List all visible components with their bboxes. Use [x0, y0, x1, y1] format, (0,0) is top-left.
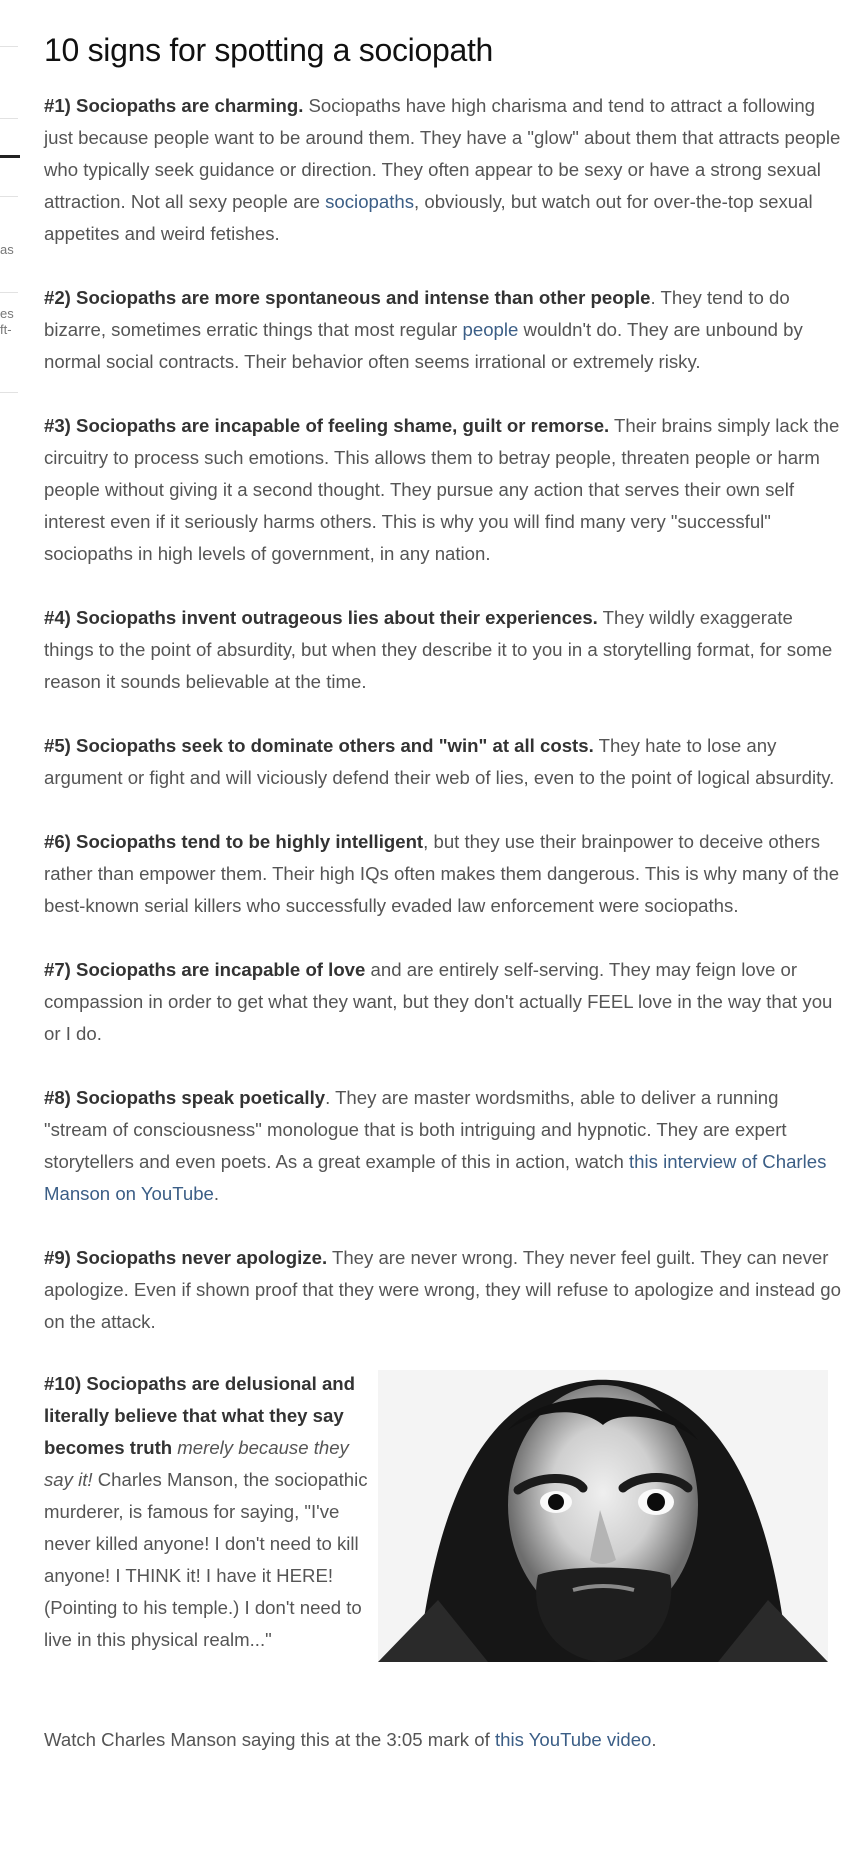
- sign-body: , but they use their brainpower to deceive others rather than empower them. Their high IQs often makes them dangerous. This is why many of the best-known serial killers who successfully evaded law enforcement were sociopaths.: [44, 831, 840, 916]
- sign-lead: #8) Sociopaths speak poetically: [44, 1087, 326, 1108]
- people-link[interactable]: people: [462, 319, 519, 340]
- sign-body: . They tend to do bizarre, sometimes erratic things that most regular: [44, 287, 790, 340]
- sign-body: .: [213, 1183, 220, 1204]
- sign-lead: #3) Sociopaths are incapable of feeling shame, guilt or remorse.: [44, 415, 610, 436]
- sign-lead: #9) Sociopaths never apologize.: [44, 1247, 328, 1268]
- sign-lead: #7) Sociopaths are incapable of love: [44, 959, 366, 980]
- sign-body: , obviously, but watch out for over-the-top sexual appetites and weird fetishes.: [44, 191, 813, 244]
- portrait-photo-icon: [378, 1370, 828, 1662]
- sign-9: [44, 1242, 844, 1338]
- sign-5: [44, 730, 844, 794]
- article-title: 10 signs for spotting a sociopath: [44, 32, 494, 68]
- sign-body: . They are master wordsmiths, able to deliver a running "stream of consciousness" monologue that is both intriguing and hypnotic. They are expert storytellers and even poets. As a great example of this in action, watch: [44, 1087, 787, 1172]
- sidebar-snippet[interactable]: ft-: [0, 322, 12, 337]
- sign-body: and are entirely self-serving. They may feign love or compassion in order to get what they want, but they don't actually FEEL love in the way that you or I do.: [44, 959, 833, 1044]
- sign-body: They wildly exaggerate things to the point of absurdity, but when they describe it to you in a storytelling format, for some reason it sounds believable at the time.: [44, 607, 833, 692]
- sign-6: [44, 826, 844, 922]
- sign-1: [44, 90, 844, 250]
- youtube-video-link[interactable]: this YouTube video: [494, 1729, 652, 1750]
- sign-8: [44, 1082, 844, 1210]
- sign-4: [44, 602, 844, 698]
- sidebar-active-marker: [0, 155, 20, 158]
- sign-lead: #5) Sociopaths seek to dominate others and "win" at all costs.: [44, 735, 594, 756]
- sign-body: Sociopaths have high charisma and tend to attract a following just because people want to be around them. They have a "glow" about them that attracts people who typically seek guidance or direction. They often appear to be sexy or have a strong sexual attraction. Not all sexy people are: [44, 95, 841, 212]
- sidebar-divider: [0, 292, 18, 293]
- sidebar-divider: [0, 196, 18, 197]
- sidebar-divider: [0, 46, 18, 47]
- sign-lead: #1) Sociopaths are charming.: [44, 95, 304, 116]
- footer-text: .: [651, 1729, 657, 1750]
- sign-body: Their brains simply lack the circuitry to process such emotions. This allows them to betray people, threaten people or harm people without giving it a second thought. They pursue any action that serves their own self interest even if it seriously harms others. This is why you will find many very "successful" sociopaths in high levels of government, in any nation.: [44, 415, 840, 564]
- sign-lead: #6) Sociopaths tend to be highly intelligent: [44, 831, 424, 852]
- article: [44, 24, 844, 1788]
- footer-text: Watch Charles Manson saying this at the 3:05 mark of: [44, 1729, 495, 1750]
- sign-10: [44, 1368, 370, 1656]
- sign-10-block: [44, 1370, 844, 1700]
- sign-body: They are never wrong. They never feel guilt. They can never apologize. Even if shown proof that they were wrong, they will refuse to apologize and instead go on the attack.: [44, 1247, 841, 1332]
- left-sidebar-edge: [0, 0, 20, 420]
- sign-lead: #10) Sociopaths are delusional and literally believe that what they say becomes truth: [44, 1373, 356, 1458]
- sign-lead: #4) Sociopaths invent outrageous lies about their experiences.: [44, 607, 598, 628]
- footer-note: [44, 1724, 844, 1756]
- sidebar-snippet[interactable]: es: [0, 306, 14, 321]
- sign-body: They hate to lose any argument or fight and will viciously defend their web of lies, even to the point of logical absurdity.: [44, 735, 835, 788]
- sign-2: [44, 282, 844, 378]
- sidebar-divider: [0, 392, 18, 393]
- manson-interview-link[interactable]: this interview of Charles Manson on YouTube: [44, 1151, 827, 1204]
- sign-emphasis: merely because they say it!: [44, 1437, 349, 1490]
- sign-body: Charles Manson, the sociopathic murderer, is famous for saying, "I've never killed anyone! I don't need to kill anyone! I THINK it! I have it HERE! (Pointing to his temple.) I don't need to live in this physical realm...": [44, 1469, 368, 1650]
- sign-3: [44, 410, 844, 570]
- sign-lead: #2) Sociopaths are more spontaneous and intense than other people: [44, 287, 651, 308]
- sociopaths-link[interactable]: sociopaths: [325, 191, 415, 212]
- sign-body: wouldn't do. They are unbound by normal social contracts. Their behavior often seems irrational or extremely risky.: [44, 319, 803, 372]
- sidebar-snippet[interactable]: as: [0, 242, 14, 257]
- sign-7: [44, 954, 844, 1050]
- portrait-photo: [378, 1370, 828, 1662]
- sidebar-divider: [0, 118, 18, 119]
